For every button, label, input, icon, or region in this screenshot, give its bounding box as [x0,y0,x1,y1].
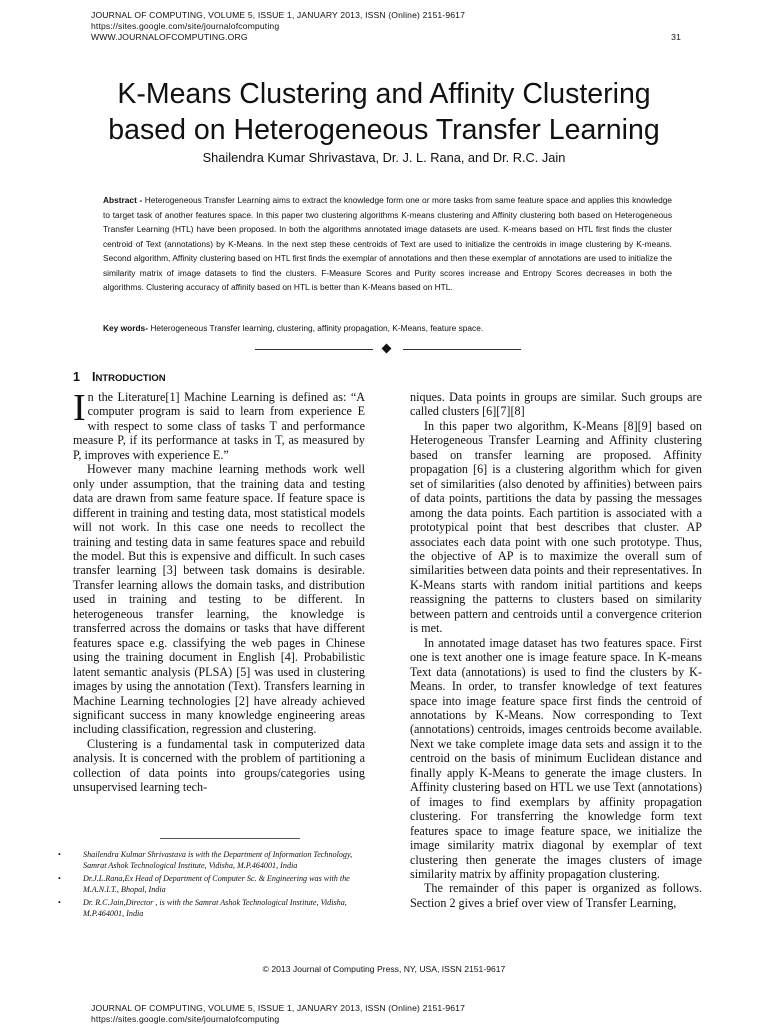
section-title-rest: NTRODUCTION [95,373,166,384]
section-number: 1 [73,370,80,384]
footnote-bullet: • [58,898,61,908]
abstract [103,193,672,295]
section-heading [73,370,166,384]
keywords [103,321,672,335]
right-paragraph-2: In this paper two algorithm, K-Means [8][9] based on Heterogeneous Transfer Learning and Affinity clustering based on transfer learning are proposed. Affinity propagation [6] is a clustering algorithm which for given set of similarities (also denoted by affinities) between pairs of data points, partitions the data by passing the messages among the data points. Each partition is associated with a prototypical point that best describes that cluster. AP associates each data point with one such prototype. Thus, the objective of AP is to maximize the overall sum of similarities between data points and their representatives. In K-Means starts with random initial partitions and keeps reassigning the patterns to clusters based on similarity between pattern and centroids until a convergence criterion is met. [410,418,702,636]
footnote [58,849,364,871]
section-divider [255,343,521,355]
journal-line: JOURNAL OF COMPUTING, VOLUME 5, ISSUE 1, JANUARY 2013, ISSN (Online) 2151-9617 [91,10,466,20]
footnote-bullet: • [58,874,61,884]
drop-cap: I [73,387,86,429]
journal-site: WWW.JOURNALOFCOMPUTING.ORG [91,32,248,43]
left-column [73,387,365,795]
keywords-label: Key words- [103,323,148,333]
left-paragraph-3: Clustering is a fundamental task in computerized data analysis. It is concerned with the problem of partitioning a collection of data points into groups/categories using unsupervised learning tech- [73,736,365,795]
right-paragraph-4: The remainder of this paper is organized as follows. Section 2 gives a brief over view of Transfer Learning, [410,881,702,910]
footnote-bullet: • [58,850,61,859]
divider-line-left [255,349,373,350]
section-title-initial: I [91,370,96,384]
abstract-label: Abstract - [103,195,143,205]
copyright-notice: © 2013 Journal of Computing Press, NY, USA, ISSN 2151-9617 [262,964,506,974]
paper-title [0,76,768,148]
right-paragraph-1: niques. Data points in groups are similar. Such groups are called clusters [6][7][8] [410,390,702,419]
author-footnotes [58,849,364,922]
footnote [58,873,364,895]
footnote-rule [160,838,300,839]
footnote-text: Dr.J.L.Rana,Ex Head of Department of Computer Sc. & Engineering was with the M.A.N.I.T., Bhopal, India [83,874,350,895]
left-paragraph-2: However many machine learning methods work well only under assumption, that the training data and testing data are drawn from same feature space. If feature space is different in training and testing data, most statistical models will not work. In this case one needs to recollect the training and testing data in same features space and rebuild the model. But this is expensive and difficult. In such cases transfer learning [3] between task domains is desirable. Transfer learning allows the domain tasks, and distribution used in training and testing to be different. In heterogeneous transfer learning, the knowledge is transferred across the domains or tasks that have different features space e.g. classifying the web pages in Chinese using the training document in English [4]. Probabilistic latent semantic analysis (PLSA) [5] was used in clustering images by using the annotation (Text). Transfers learning in Machine Learning technologies [2] have already achieved significant success in many knowledge engineering areas including classification, regression and clustering. [73,462,365,737]
right-paragraph-3: In annotated image dataset has two features space. First one is text another one is image feature space. In K-means Text data (annotations) is used to find the clusters by K-Means. In order, to transfer knowledge of text features space into image feature space first finds the centroid of annotations by K-Means. Now corresponding to Text (annotations) centroids, images centroids become available. Next we take complete image data sets and assign it to the centroid on the basis of minimum Euclidean distance and finally apply K-Means to generate the image clusters. In Affinity clustering based on HTL we use Text (annotations) of images to find exemplars by affinity propagation clustering. For transferring the knowledge form text features space to image feature space, we initialize the image similarity matrix diagonal by exemplar of text clustering then generate the images clusters of image similarity matrix by affinity propagation clustering. [410,635,702,881]
footnote [58,897,364,919]
footnote-text: Shailendra Kulmar Shrivastava is with the Department of Information Technology, Samrat Ashok Technological Institute, Vidisha, M.P.464001, India [83,850,353,871]
footnote-text: Dr. R.C.Jain,Director , is with the Samrat Ashok Technological Institute, Vidisha, M.P.464001, India [83,898,347,919]
journal-url: https://sites.google.com/site/journalofcomputing [91,21,280,32]
running-header [91,10,681,44]
paper-authors: Shailendra Kumar Shrivastava, Dr. J. L. Rana, and Dr. R.C. Jain [202,150,566,165]
page-number: 31 [671,32,681,43]
journal-line: JOURNAL OF COMPUTING, VOLUME 5, ISSUE 1, JANUARY 2013, ISSN (Online) 2151-9617 [91,1003,466,1013]
keywords-text: Heterogeneous Transfer learning, clustering, affinity propagation, K-Means, feature space. [150,323,484,333]
abstract-text: Heterogeneous Transfer Learning aims to extract the knowledge form one or more tasks from same feature space and applies this knowledge to target task of another features space. In this paper two clustering algorithms K-means clustering and Affinity clustering both based on Heterogeneous Transfer Learning (HTL) have been proposed. In both the algorithms annotated image datasets are used. K-means based on HTL first finds the cluster centroid of Text (annotations) by K-Means. In the next step these centroids of Text are used to initialize the centroids in image clustering by K-means. Second algorithm, Affinity clustering based on HTL first finds the exemplar of annotations and then these exemplar of annotations are used to initialize the similarity matrix of image datasets to find the clusters. F-Measure Scores and Purity scores increase and Entropy Scores decreases in both the algorithms. Clustering accuracy of affinity based on HTL is better than K-Means based on HTL. [103,195,672,292]
diamond-icon [382,344,392,354]
paper-title-line-2: based on Heterogeneous Transfer Learning [108,114,660,146]
journal-url: https://sites.google.com/site/journalofcomputing [91,1014,280,1025]
divider-line-right [403,349,521,350]
right-column [410,390,702,910]
paper-title-line-1: K-Means Clustering and Affinity Clustering [117,78,651,110]
left-paragraph-1 [73,387,365,462]
left-paragraph-1-text: n the Literature[1] Machine Learning is defined as: “A computer program is said to learn from experience E with respect to some class of tasks T and performance measure P, if its performance at tasks in T, as measured by P, improves with experience E.” [73,390,365,462]
next-page-header [91,1003,681,1025]
